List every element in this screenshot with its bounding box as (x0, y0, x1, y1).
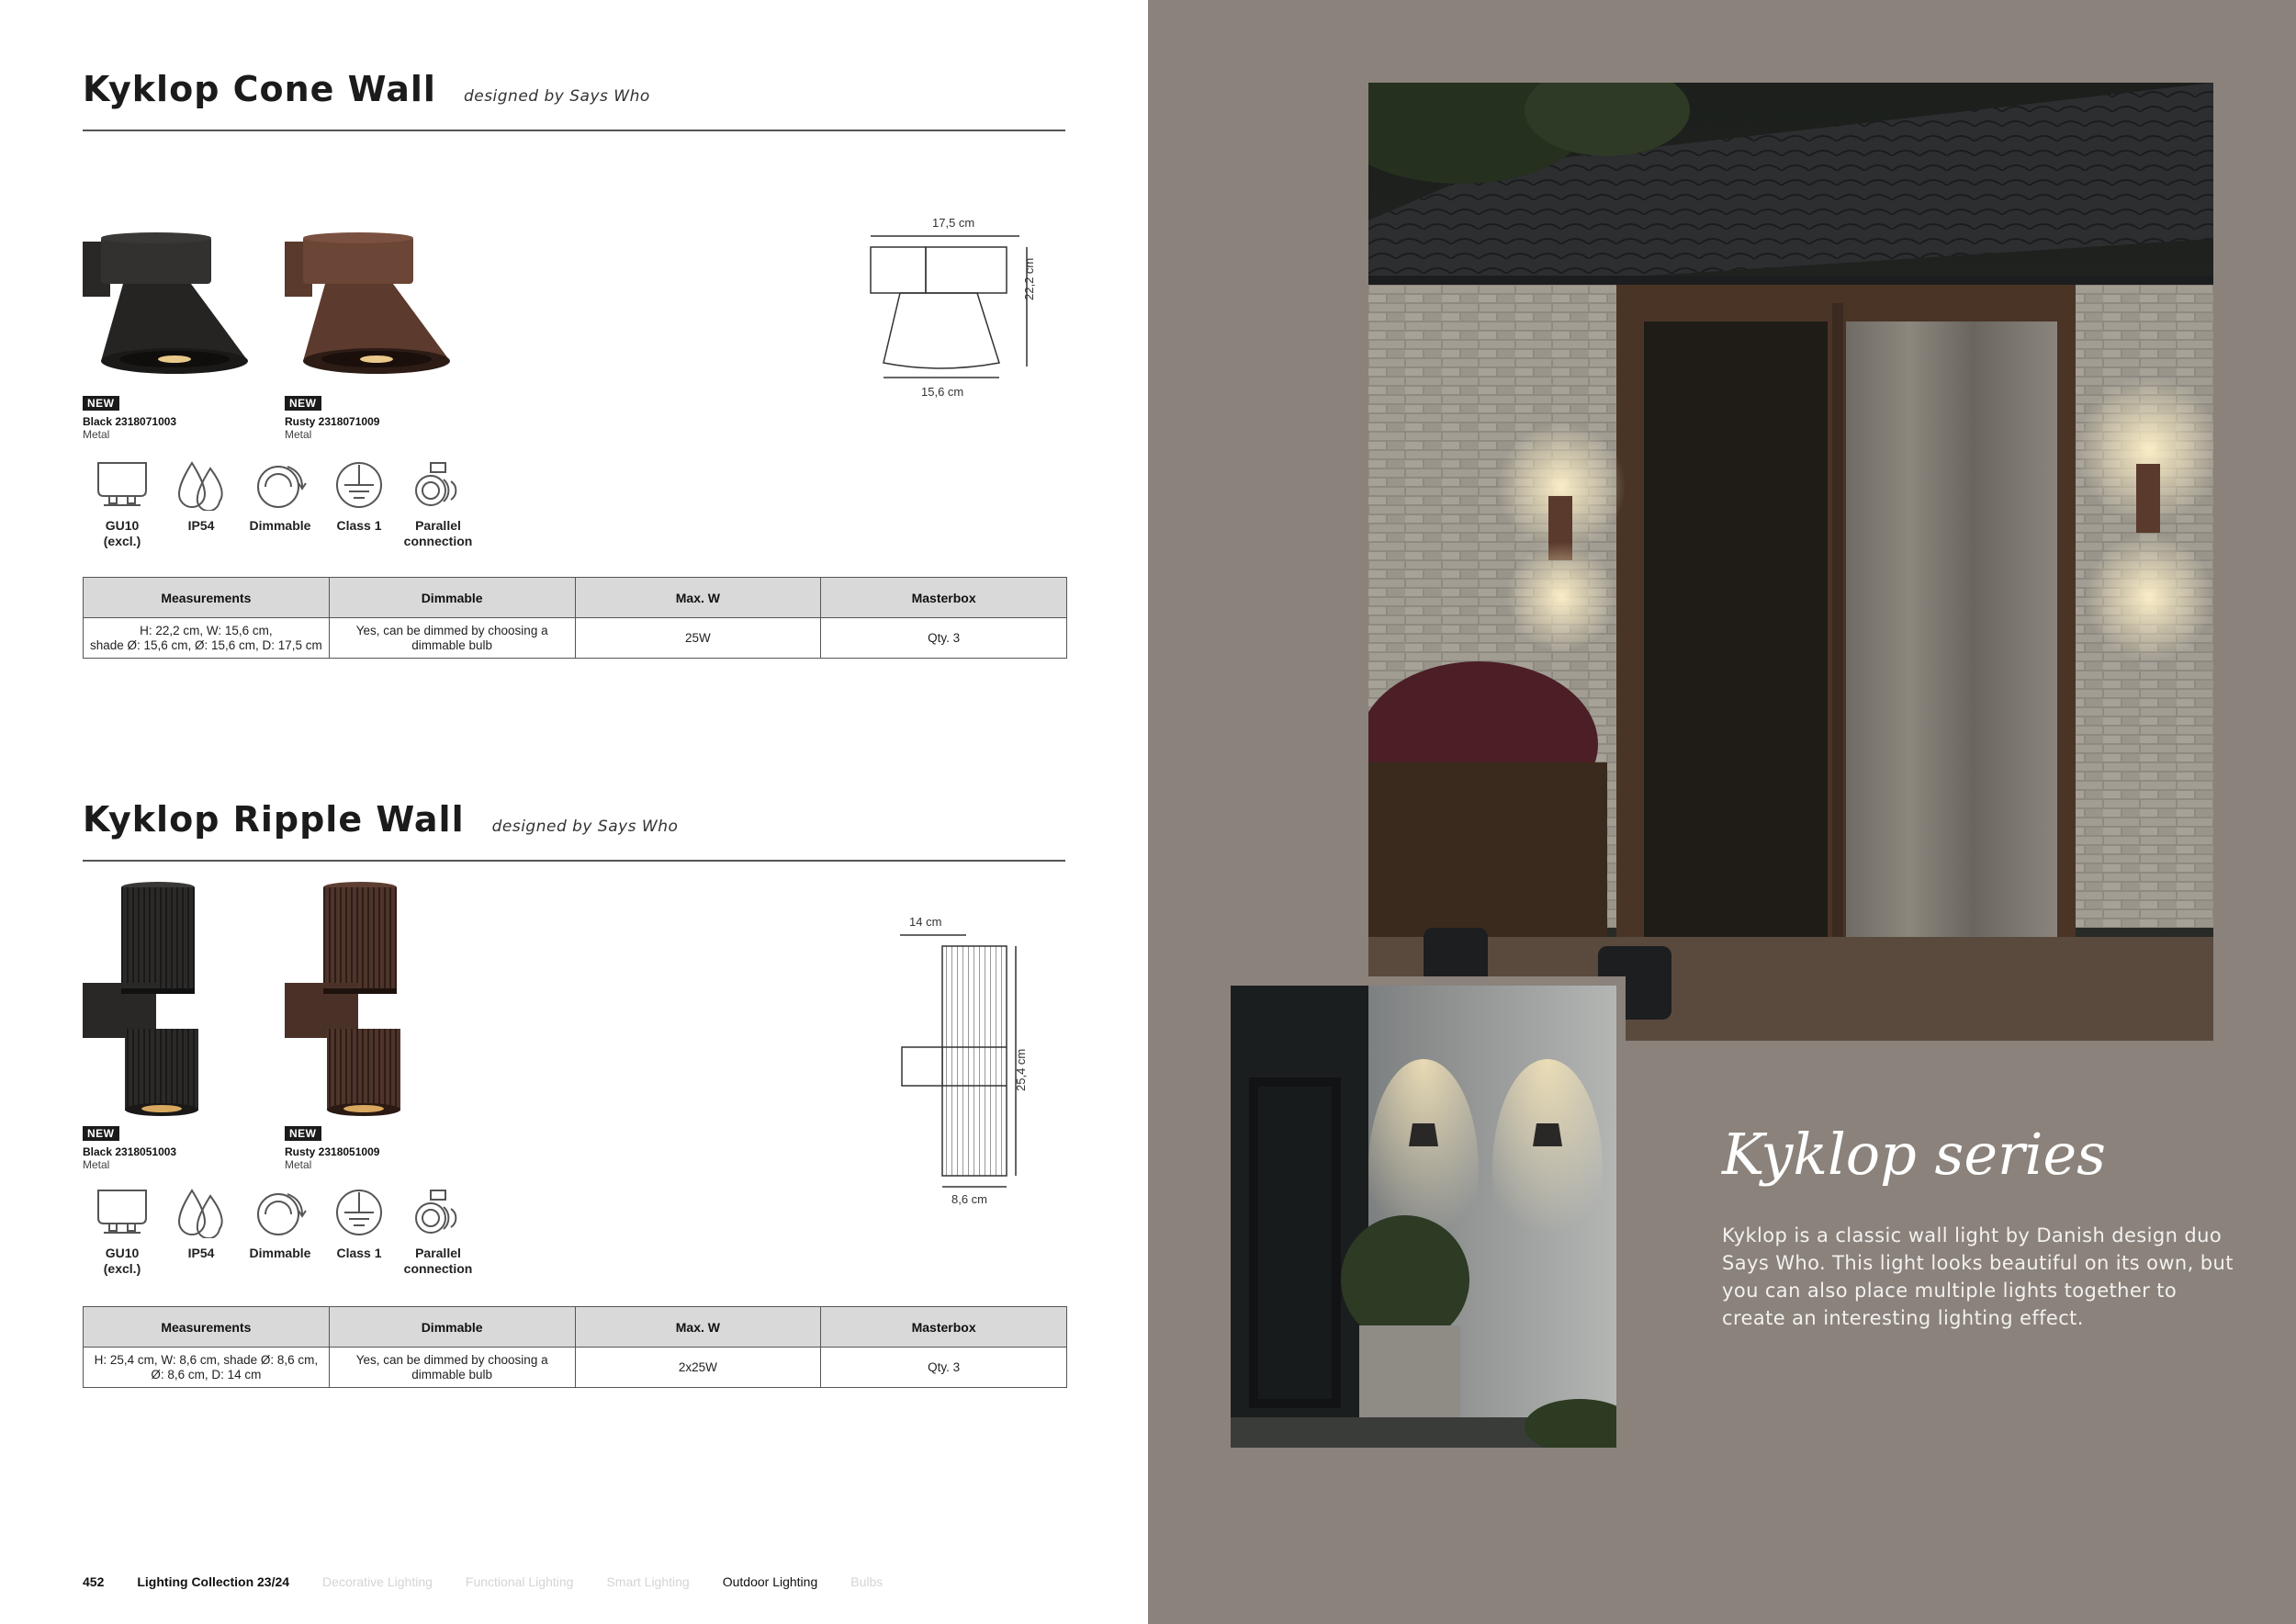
variant-material: Metal (285, 1158, 312, 1171)
new-badge: NEW (83, 396, 119, 411)
table-cell-maxw: 2x25W (575, 1348, 821, 1388)
feature-label: IP54 (187, 1246, 215, 1260)
product-variant-rusty[interactable] (285, 225, 487, 441)
ripple-lamp-black-image (83, 882, 266, 1121)
feature-ip54 (162, 1187, 241, 1277)
series-description: Kyklop is a classic wall light by Danish design duo Says Who. This light looks beautiful on its own, but you can also place multiple lights together to create an interesting lighting effect. (1722, 1224, 2234, 1329)
collection-name: Lighting Collection 23/24 (137, 1574, 290, 1589)
table-cell-dimmable: Yes, can be dimmed by choosing a dimmable bulb (329, 618, 575, 659)
right-page (1148, 0, 2296, 1624)
feature-label: GU10 (excl.) (103, 518, 141, 548)
feature-label: GU10 (excl.) (103, 1246, 141, 1276)
table-row (84, 1348, 1067, 1388)
class1-earth-icon (332, 459, 387, 511)
feature-label: Class 1 (336, 1246, 382, 1260)
feature-gu10 (83, 1187, 162, 1277)
feature-label: IP54 (187, 518, 215, 533)
cone-dimension-diagram (861, 216, 1082, 409)
footer-nav-functional[interactable]: Functional Lighting (465, 1574, 574, 1589)
feature-ip54 (162, 459, 241, 549)
new-badge: NEW (285, 396, 321, 411)
feature-parallel (399, 459, 478, 549)
product-variant-black[interactable] (83, 225, 285, 441)
table-header: Dimmable (329, 1307, 575, 1348)
feature-label: Dimmable (249, 518, 311, 533)
product-title: Kyklop Cone Wall (83, 69, 436, 109)
cone-lamp-rusty-image (285, 225, 468, 390)
ip54-drops-icon (174, 459, 229, 511)
footer-nav-smart[interactable]: Smart Lighting (606, 1574, 690, 1589)
variant-material: Metal (83, 1158, 110, 1171)
variant-name: Rusty 2318071009 (285, 415, 380, 428)
table-cell-measurements: H: 22,2 cm, W: 15,6 cm, shade Ø: 15,6 cm, Ø: 15,6 cm, D: 17,5 cm (84, 618, 330, 659)
table-header-row (84, 1307, 1067, 1348)
table-cell-dimmable: Yes, can be dimmed by choosing a dimmable bulb (329, 1348, 575, 1388)
table-header: Dimmable (329, 578, 575, 618)
table-cell-masterbox: Qty. 3 (821, 618, 1067, 659)
feature-dimmable (241, 1187, 320, 1277)
section-header (83, 69, 1065, 131)
cone-lamp-black-image (83, 225, 266, 390)
table-cell-masterbox: Qty. 3 (821, 1348, 1067, 1388)
feature-class1 (320, 459, 399, 549)
table-header: Masterbox (821, 1307, 1067, 1348)
parallel-connection-icon (411, 459, 466, 511)
table-header: Masterbox (821, 578, 1067, 618)
table-header: Measurements (84, 578, 330, 618)
ripple-lamp-rusty-image (285, 882, 468, 1121)
gu10-bulb-icon (95, 1187, 150, 1238)
feature-gu10 (83, 459, 162, 549)
page-number: 452 (83, 1574, 105, 1589)
parallel-connection-icon (411, 1187, 466, 1238)
feature-label: Dimmable (249, 1246, 311, 1260)
table-header: Max. W (575, 578, 821, 618)
product-variant-black[interactable] (83, 882, 285, 1171)
dimension-drawing (891, 915, 1075, 1206)
dim-depth: 14 cm (909, 915, 942, 929)
product-section-cone (83, 69, 1065, 652)
variant-name: Black 2318071003 (83, 415, 177, 428)
feature-icons (83, 1187, 478, 1277)
spec-table (83, 577, 1067, 659)
footer-nav-outdoor[interactable]: Outdoor Lighting (722, 1574, 818, 1589)
table-header: Measurements (84, 1307, 330, 1348)
table-cell-maxw: 25W (575, 618, 821, 659)
page-footer (83, 1574, 916, 1589)
product-title: Kyklop Ripple Wall (83, 799, 465, 840)
feature-icons (83, 459, 478, 549)
variant-material: Metal (285, 428, 312, 441)
dim-height: 22,2 cm (1022, 257, 1036, 300)
table-header: Max. W (575, 1307, 821, 1348)
gu10-bulb-icon (95, 459, 150, 511)
designer-credit: designed by Says Who (463, 87, 650, 106)
dim-depth: 17,5 cm (932, 216, 975, 230)
table-row (84, 618, 1067, 659)
feature-label: Parallel connection (403, 1246, 473, 1276)
feature-class1 (320, 1187, 399, 1277)
dimmable-icon (253, 1187, 308, 1238)
product-variants (83, 882, 487, 1171)
feature-label: Parallel connection (403, 518, 473, 548)
new-badge: NEW (83, 1126, 119, 1141)
series-title: Kyklop series (1722, 1121, 2106, 1188)
class1-earth-icon (332, 1187, 387, 1238)
variant-name: Rusty 2318051009 (285, 1145, 380, 1158)
dimmable-icon (253, 459, 308, 511)
dimension-drawing (861, 216, 1082, 409)
new-badge: NEW (285, 1126, 321, 1141)
house-exterior-photo (1368, 83, 2213, 1041)
dim-height: 25,4 cm (1014, 1048, 1028, 1091)
dim-width: 8,6 cm (951, 1192, 988, 1206)
variant-name: Black 2318051003 (83, 1145, 177, 1158)
feature-dimmable (241, 459, 320, 549)
ip54-drops-icon (174, 1187, 229, 1238)
footer-nav-decorative[interactable]: Decorative Lighting (322, 1574, 433, 1589)
dim-width: 15,6 cm (921, 385, 964, 399)
feature-parallel (399, 1187, 478, 1277)
feature-label: Class 1 (336, 518, 382, 533)
entrance-wall-photo (1221, 976, 1626, 1457)
product-section-ripple (83, 799, 1065, 1382)
product-variants (83, 225, 487, 441)
variant-material: Metal (83, 428, 110, 441)
table-cell-measurements: H: 25,4 cm, W: 8,6 cm, shade Ø: 8,6 cm, Ø: 8,6 cm, D: 14 cm (84, 1348, 330, 1388)
spec-table (83, 1306, 1067, 1388)
section-header (83, 799, 1065, 862)
designer-credit: designed by Says Who (491, 818, 679, 836)
ripple-dimension-diagram (891, 919, 1075, 1194)
table-header-row (84, 578, 1067, 618)
footer-nav-bulbs[interactable]: Bulbs (850, 1574, 884, 1589)
product-variant-rusty[interactable] (285, 882, 487, 1171)
